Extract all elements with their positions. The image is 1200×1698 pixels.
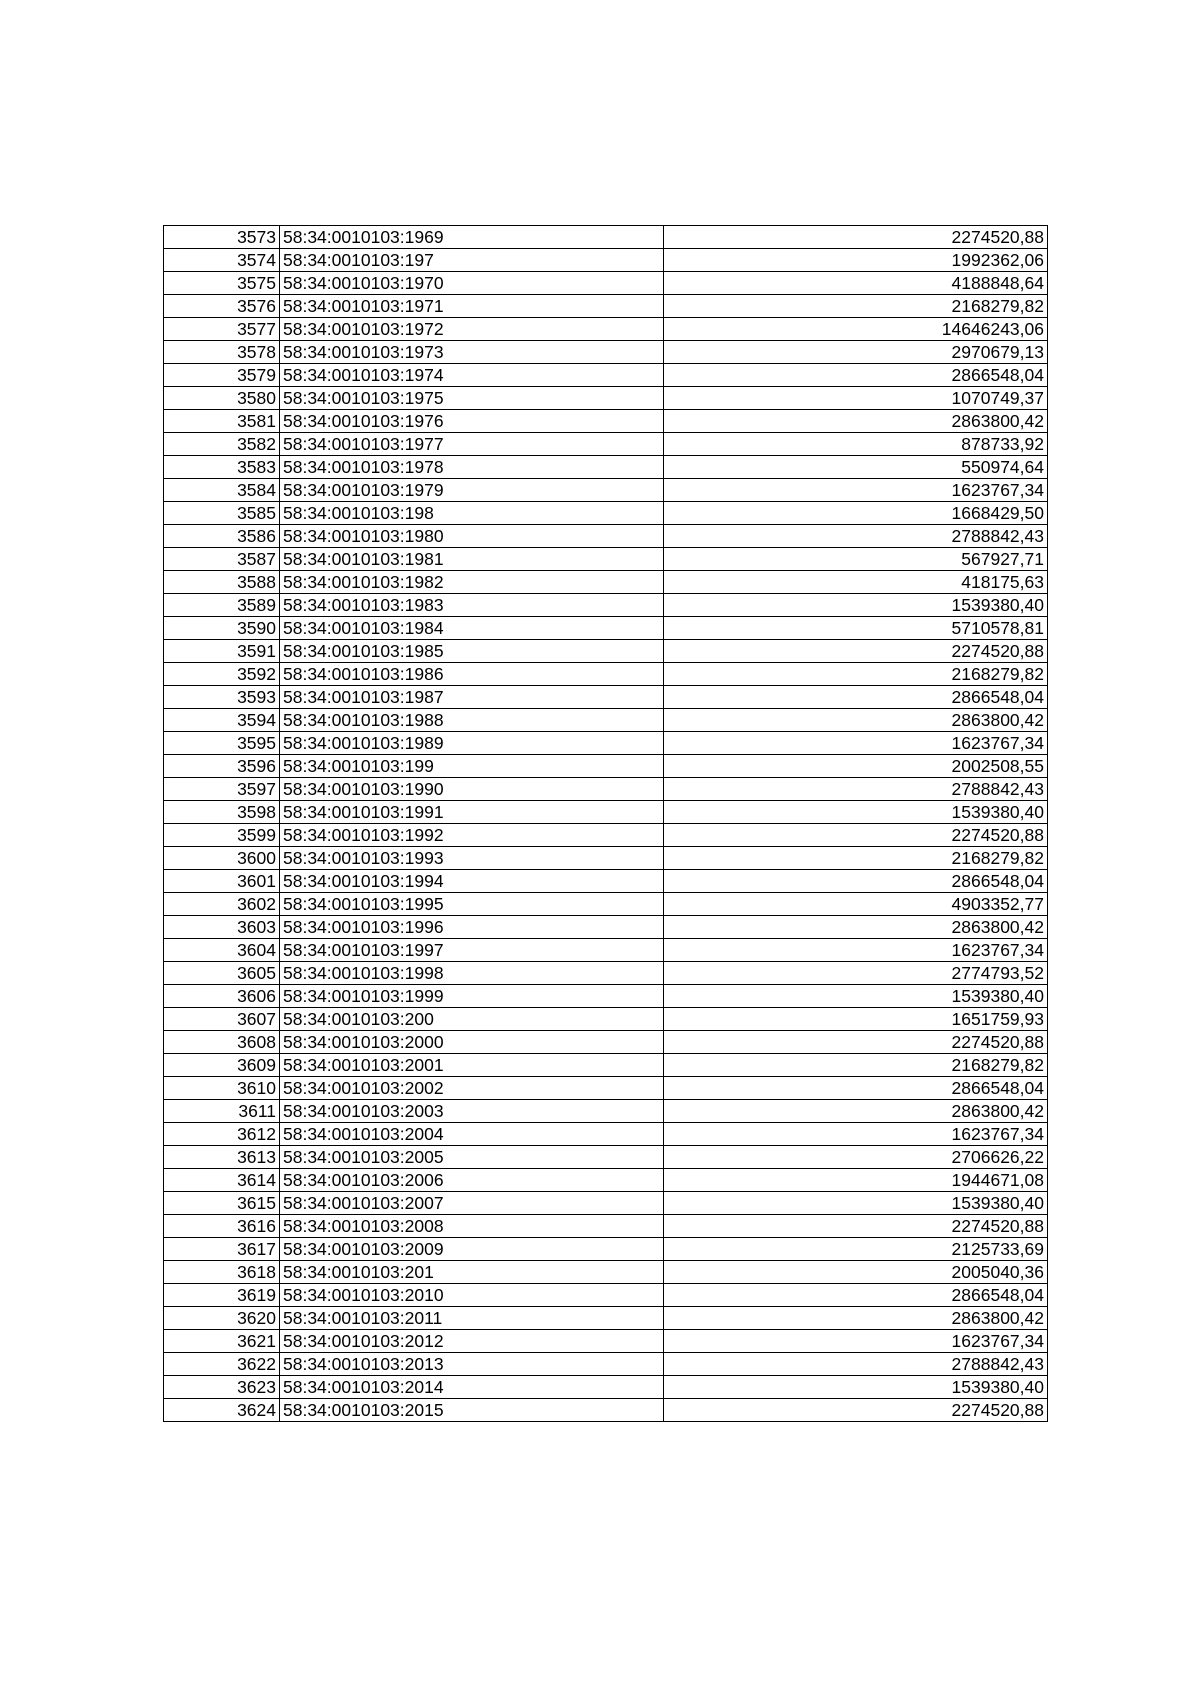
table-row xyxy=(164,709,1048,732)
value-cell: 2274520,88 xyxy=(664,226,1048,249)
cadastral-number-cell: 58:34:0010103:2012 xyxy=(280,1330,664,1353)
row-number-cell: 3583 xyxy=(164,456,280,479)
row-number-cell: 3608 xyxy=(164,1031,280,1054)
value-cell: 567927,71 xyxy=(664,548,1048,571)
table-row xyxy=(164,1376,1048,1399)
value-cell: 2788842,43 xyxy=(664,525,1048,548)
row-number-cell: 3618 xyxy=(164,1261,280,1284)
row-number-cell: 3594 xyxy=(164,709,280,732)
table-row xyxy=(164,1353,1048,1376)
table-row xyxy=(164,847,1048,870)
table-row xyxy=(164,1261,1048,1284)
cadastral-number-cell: 58:34:0010103:2003 xyxy=(280,1100,664,1123)
cadastral-number-cell: 58:34:0010103:2009 xyxy=(280,1238,664,1261)
row-number-cell: 3621 xyxy=(164,1330,280,1353)
table-row xyxy=(164,1169,1048,1192)
table-row xyxy=(164,1330,1048,1353)
cadastral-number-cell: 58:34:0010103:1986 xyxy=(280,663,664,686)
cadastral-number-cell: 58:34:0010103:2006 xyxy=(280,1169,664,1192)
value-cell: 2866548,04 xyxy=(664,686,1048,709)
row-number-cell: 3595 xyxy=(164,732,280,755)
table-row xyxy=(164,594,1048,617)
cadastral-number-cell: 58:34:0010103:1982 xyxy=(280,571,664,594)
cadastral-number-cell: 58:34:0010103:2001 xyxy=(280,1054,664,1077)
row-number-cell: 3598 xyxy=(164,801,280,824)
row-number-cell: 3593 xyxy=(164,686,280,709)
row-number-cell: 3574 xyxy=(164,249,280,272)
row-number-cell: 3615 xyxy=(164,1192,280,1215)
cadastral-number-cell: 58:34:0010103:1978 xyxy=(280,456,664,479)
table-row xyxy=(164,433,1048,456)
cadastral-number-cell: 58:34:0010103:1991 xyxy=(280,801,664,824)
row-number-cell: 3575 xyxy=(164,272,280,295)
table-row xyxy=(164,916,1048,939)
value-cell: 2168279,82 xyxy=(664,1054,1048,1077)
value-cell: 5710578,81 xyxy=(664,617,1048,640)
table-row xyxy=(164,824,1048,847)
value-cell: 1623767,34 xyxy=(664,939,1048,962)
cadastral-number-cell: 58:34:0010103:2002 xyxy=(280,1077,664,1100)
cadastral-number-cell: 58:34:0010103:1993 xyxy=(280,847,664,870)
cadastral-number-cell: 58:34:0010103:1979 xyxy=(280,479,664,502)
row-number-cell: 3617 xyxy=(164,1238,280,1261)
table-row xyxy=(164,249,1048,272)
table-row xyxy=(164,1307,1048,1330)
cadastral-number-cell: 58:34:0010103:1975 xyxy=(280,387,664,410)
cadastral-number-cell: 58:34:0010103:1989 xyxy=(280,732,664,755)
value-cell: 2274520,88 xyxy=(664,824,1048,847)
table-row xyxy=(164,318,1048,341)
value-cell: 1623767,34 xyxy=(664,479,1048,502)
table-row xyxy=(164,479,1048,502)
value-cell: 2788842,43 xyxy=(664,1353,1048,1376)
cadastral-number-cell: 58:34:0010103:1972 xyxy=(280,318,664,341)
value-cell: 1539380,40 xyxy=(664,1192,1048,1215)
row-number-cell: 3586 xyxy=(164,525,280,548)
cadastral-number-cell: 58:34:0010103:1980 xyxy=(280,525,664,548)
row-number-cell: 3580 xyxy=(164,387,280,410)
value-cell: 1651759,93 xyxy=(664,1008,1048,1031)
cadastral-number-cell: 58:34:0010103:197 xyxy=(280,249,664,272)
value-cell: 2866548,04 xyxy=(664,870,1048,893)
row-number-cell: 3590 xyxy=(164,617,280,640)
value-cell: 2706626,22 xyxy=(664,1146,1048,1169)
value-cell: 2168279,82 xyxy=(664,295,1048,318)
value-cell: 2866548,04 xyxy=(664,1284,1048,1307)
value-cell: 1539380,40 xyxy=(664,985,1048,1008)
table-body xyxy=(164,226,1048,1422)
table-row xyxy=(164,1123,1048,1146)
row-number-cell: 3603 xyxy=(164,916,280,939)
cadastral-value-table xyxy=(163,225,1048,1422)
table-row xyxy=(164,1008,1048,1031)
row-number-cell: 3605 xyxy=(164,962,280,985)
cadastral-number-cell: 58:34:0010103:2015 xyxy=(280,1399,664,1422)
value-cell: 1944671,08 xyxy=(664,1169,1048,1192)
value-cell: 878733,92 xyxy=(664,433,1048,456)
cadastral-number-cell: 58:34:0010103:1983 xyxy=(280,594,664,617)
row-number-cell: 3589 xyxy=(164,594,280,617)
table-row xyxy=(164,1284,1048,1307)
table-row xyxy=(164,640,1048,663)
value-cell: 1623767,34 xyxy=(664,732,1048,755)
cadastral-number-cell: 58:34:0010103:1984 xyxy=(280,617,664,640)
cadastral-number-cell: 58:34:0010103:2007 xyxy=(280,1192,664,1215)
value-cell: 2970679,13 xyxy=(664,341,1048,364)
cadastral-number-cell: 58:34:0010103:199 xyxy=(280,755,664,778)
cadastral-number-cell: 58:34:0010103:2004 xyxy=(280,1123,664,1146)
value-cell: 2788842,43 xyxy=(664,778,1048,801)
table-row xyxy=(164,571,1048,594)
value-cell: 2863800,42 xyxy=(664,709,1048,732)
value-cell: 2274520,88 xyxy=(664,640,1048,663)
value-cell: 2866548,04 xyxy=(664,364,1048,387)
cadastral-number-cell: 58:34:0010103:2005 xyxy=(280,1146,664,1169)
table-row xyxy=(164,962,1048,985)
cadastral-number-cell: 58:34:0010103:198 xyxy=(280,502,664,525)
cadastral-number-cell: 58:34:0010103:2010 xyxy=(280,1284,664,1307)
value-cell: 1992362,06 xyxy=(664,249,1048,272)
row-number-cell: 3591 xyxy=(164,640,280,663)
cadastral-number-cell: 58:34:0010103:1971 xyxy=(280,295,664,318)
cadastral-number-cell: 58:34:0010103:2014 xyxy=(280,1376,664,1399)
row-number-cell: 3614 xyxy=(164,1169,280,1192)
table-row xyxy=(164,663,1048,686)
row-number-cell: 3613 xyxy=(164,1146,280,1169)
table-row xyxy=(164,364,1048,387)
cadastral-number-cell: 58:34:0010103:1981 xyxy=(280,548,664,571)
cadastral-number-cell: 58:34:0010103:1977 xyxy=(280,433,664,456)
cadastral-number-cell: 58:34:0010103:1969 xyxy=(280,226,664,249)
value-cell: 2866548,04 xyxy=(664,1077,1048,1100)
table-row xyxy=(164,778,1048,801)
row-number-cell: 3585 xyxy=(164,502,280,525)
table-row xyxy=(164,1238,1048,1261)
row-number-cell: 3592 xyxy=(164,663,280,686)
table-row xyxy=(164,295,1048,318)
cadastral-number-cell: 58:34:0010103:1987 xyxy=(280,686,664,709)
row-number-cell: 3607 xyxy=(164,1008,280,1031)
cadastral-number-cell: 58:34:0010103:1973 xyxy=(280,341,664,364)
table-row xyxy=(164,548,1048,571)
row-number-cell: 3582 xyxy=(164,433,280,456)
row-number-cell: 3597 xyxy=(164,778,280,801)
cadastral-number-cell: 58:34:0010103:1992 xyxy=(280,824,664,847)
table-row xyxy=(164,939,1048,962)
value-cell: 4903352,77 xyxy=(664,893,1048,916)
cadastral-number-cell: 58:34:0010103:2011 xyxy=(280,1307,664,1330)
row-number-cell: 3599 xyxy=(164,824,280,847)
table-row xyxy=(164,1100,1048,1123)
cadastral-number-cell: 58:34:0010103:1988 xyxy=(280,709,664,732)
value-cell: 2125733,69 xyxy=(664,1238,1048,1261)
value-cell: 1623767,34 xyxy=(664,1123,1048,1146)
table-row xyxy=(164,502,1048,525)
cadastral-number-cell: 58:34:0010103:1995 xyxy=(280,893,664,916)
row-number-cell: 3587 xyxy=(164,548,280,571)
value-cell: 2274520,88 xyxy=(664,1031,1048,1054)
row-number-cell: 3624 xyxy=(164,1399,280,1422)
value-cell: 2168279,82 xyxy=(664,847,1048,870)
row-number-cell: 3596 xyxy=(164,755,280,778)
cadastral-number-cell: 58:34:0010103:2000 xyxy=(280,1031,664,1054)
table-row xyxy=(164,732,1048,755)
row-number-cell: 3579 xyxy=(164,364,280,387)
value-cell: 1539380,40 xyxy=(664,1376,1048,1399)
value-cell: 1070749,37 xyxy=(664,387,1048,410)
row-number-cell: 3588 xyxy=(164,571,280,594)
value-cell: 2863800,42 xyxy=(664,1307,1048,1330)
value-cell: 1539380,40 xyxy=(664,594,1048,617)
cadastral-number-cell: 58:34:0010103:1990 xyxy=(280,778,664,801)
value-cell: 1668429,50 xyxy=(664,502,1048,525)
table-row xyxy=(164,617,1048,640)
value-cell: 2005040,36 xyxy=(664,1261,1048,1284)
row-number-cell: 3609 xyxy=(164,1054,280,1077)
table-row xyxy=(164,870,1048,893)
cadastral-number-cell: 58:34:0010103:1985 xyxy=(280,640,664,663)
cadastral-number-cell: 58:34:0010103:1996 xyxy=(280,916,664,939)
value-cell: 2863800,42 xyxy=(664,410,1048,433)
cadastral-number-cell: 58:34:0010103:200 xyxy=(280,1008,664,1031)
table-row xyxy=(164,341,1048,364)
row-number-cell: 3581 xyxy=(164,410,280,433)
table-row xyxy=(164,272,1048,295)
table-row xyxy=(164,1054,1048,1077)
table-row xyxy=(164,1192,1048,1215)
value-cell: 2863800,42 xyxy=(664,916,1048,939)
row-number-cell: 3604 xyxy=(164,939,280,962)
table-row xyxy=(164,387,1048,410)
row-number-cell: 3622 xyxy=(164,1353,280,1376)
row-number-cell: 3573 xyxy=(164,226,280,249)
value-cell: 2002508,55 xyxy=(664,755,1048,778)
table-row xyxy=(164,1215,1048,1238)
row-number-cell: 3623 xyxy=(164,1376,280,1399)
value-cell: 418175,63 xyxy=(664,571,1048,594)
row-number-cell: 3584 xyxy=(164,479,280,502)
table-row xyxy=(164,893,1048,916)
row-number-cell: 3578 xyxy=(164,341,280,364)
cadastral-number-cell: 58:34:0010103:2008 xyxy=(280,1215,664,1238)
value-cell: 1539380,40 xyxy=(664,801,1048,824)
value-cell: 4188848,64 xyxy=(664,272,1048,295)
table-row xyxy=(164,686,1048,709)
row-number-cell: 3577 xyxy=(164,318,280,341)
table-row xyxy=(164,1077,1048,1100)
row-number-cell: 3616 xyxy=(164,1215,280,1238)
table-row xyxy=(164,410,1048,433)
value-cell: 2774793,52 xyxy=(664,962,1048,985)
cadastral-number-cell: 58:34:0010103:1970 xyxy=(280,272,664,295)
cadastral-number-cell: 58:34:0010103:1997 xyxy=(280,939,664,962)
row-number-cell: 3601 xyxy=(164,870,280,893)
table-row xyxy=(164,1031,1048,1054)
cadastral-number-cell: 58:34:0010103:1999 xyxy=(280,985,664,1008)
table-row xyxy=(164,755,1048,778)
cadastral-number-cell: 58:34:0010103:1974 xyxy=(280,364,664,387)
row-number-cell: 3610 xyxy=(164,1077,280,1100)
cadastral-number-cell: 58:34:0010103:201 xyxy=(280,1261,664,1284)
value-cell: 2168279,82 xyxy=(664,663,1048,686)
value-cell: 14646243,06 xyxy=(664,318,1048,341)
table-row xyxy=(164,1399,1048,1422)
value-cell: 2863800,42 xyxy=(664,1100,1048,1123)
cadastral-number-cell: 58:34:0010103:1998 xyxy=(280,962,664,985)
row-number-cell: 3576 xyxy=(164,295,280,318)
cadastral-number-cell: 58:34:0010103:1976 xyxy=(280,410,664,433)
row-number-cell: 3620 xyxy=(164,1307,280,1330)
cadastral-number-cell: 58:34:0010103:2013 xyxy=(280,1353,664,1376)
cadastral-number-cell: 58:34:0010103:1994 xyxy=(280,870,664,893)
row-number-cell: 3606 xyxy=(164,985,280,1008)
row-number-cell: 3619 xyxy=(164,1284,280,1307)
row-number-cell: 3612 xyxy=(164,1123,280,1146)
table-row xyxy=(164,1146,1048,1169)
value-cell: 550974,64 xyxy=(664,456,1048,479)
table-row xyxy=(164,226,1048,249)
value-cell: 2274520,88 xyxy=(664,1399,1048,1422)
table-row xyxy=(164,801,1048,824)
table-row xyxy=(164,525,1048,548)
table-row xyxy=(164,985,1048,1008)
row-number-cell: 3611 xyxy=(164,1100,280,1123)
row-number-cell: 3602 xyxy=(164,893,280,916)
table-row xyxy=(164,456,1048,479)
value-cell: 2274520,88 xyxy=(664,1215,1048,1238)
value-cell: 1623767,34 xyxy=(664,1330,1048,1353)
row-number-cell: 3600 xyxy=(164,847,280,870)
